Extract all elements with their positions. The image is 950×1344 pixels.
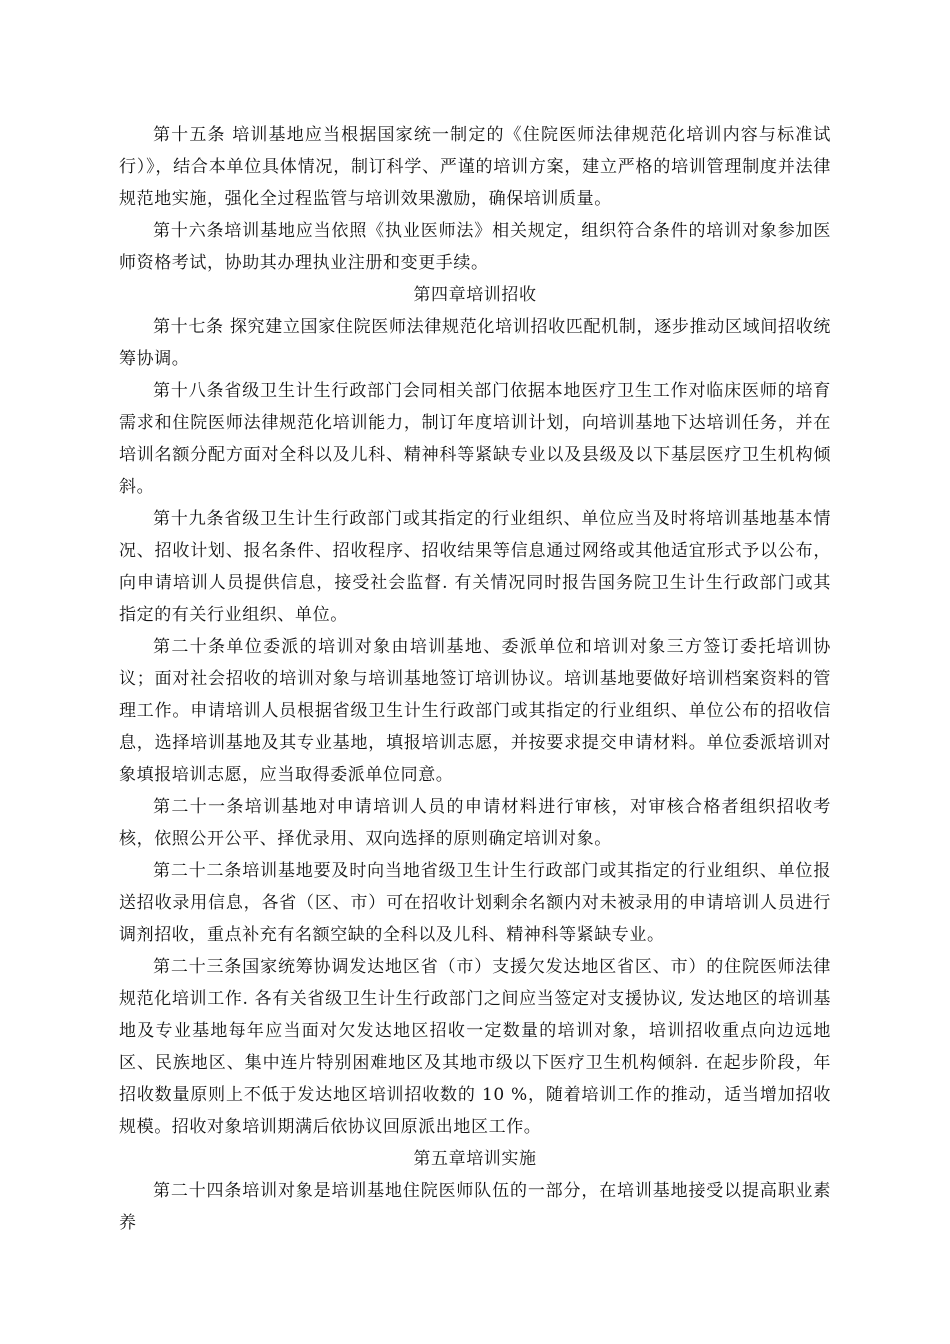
article-17: 第十七条 探究建立国家住院医师法律规范化培训招收匹配机制，逐步推动区域间招收统筹协调。 <box>119 317 831 369</box>
document-body <box>119 119 831 1239</box>
article-23: 第二十三条国家统筹协调发达地区省（市）支援欠发达地区省区、市）的住院医师法律规范化培训工作. 各有关省级卫生计生行政部门之间应当签定对支援协议, 发达地区的培训基地及专业基地每年应当面对欠发达地区招收一定数量的培训对象，培训招收重点向边远地区、民族地区、集中连片特别困难地区及其地市级以下医疗卫生机构倾斜. 在起步阶段，年招收数量原则上不低于发达地区培训招收数的 10 %，随着培训工作的推动，适当增加招收规模。招收对象培训期满后依协议回原派出地区工作。 <box>119 957 831 1137</box>
article-20: 第二十条单位委派的培训对象由培训基地、委派单位和培训对象三方签订委托培训协议；面对社会招收的培训对象与培训基地签订培训协议。培训基地要做好培训档案资料的管理工作。申请培训人员根据省级卫生计生行政部门或其指定的行业组织、单位公布的招收信息，选择培训基地及其专业基地，填报培训志愿，并按要求提交申请材料。单位委派培训对象填报培训志愿，应当取得委派单位同意。 <box>119 637 831 785</box>
article-16: 第十六条培训基地应当依照《执业医师法》相关规定，组织符合条件的培训对象参加医师资格考试，协助其办理执业注册和变更手续。 <box>119 221 831 273</box>
chapter-5-heading: 第五章培训实施 <box>413 1149 537 1169</box>
article-21: 第二十一条培训基地对申请培训人员的申请材料进行审核，对审核合格者组织招收考核，依照公开公平、择优录用、双向选择的原则确定培训对象。 <box>119 797 831 849</box>
article-18: 第十八条省级卫生计生行政部门会同相关部门依据本地医疗卫生工作对临床医师的培育需求和住院医师法律规范化培训能力，制订年度培训计划，向培训基地下达培训任务，并在培训名额分配方面对全科以及儿科、精神科等紧缺专业以及县级及以下基层医疗卫生机构倾斜。 <box>119 381 831 497</box>
article-15: 第十五条 培训基地应当根据国家统一制定的《住院医师法律规范化培训内容与标准试行）》，结合本单位具体情况，制订科学、严谨的培训方案，建立严格的培训管理制度并法律规范地实施，强化全过程监管与培训效果激励，确保培训质量。 <box>119 125 831 209</box>
article-22: 第二十二条培训基地要及时向当地省级卫生计生行政部门或其指定的行业组织、单位报送招收录用信息，各省（区、市）可在招收计划剩余名额内对未被录用的申请培训人员进行调剂招收，重点补充有名额空缺的全科以及儿科、精神科等紧缺专业。 <box>119 861 831 945</box>
article-19: 第十九条省级卫生计生行政部门或其指定的行业组织、单位应当及时将培训基地基本情况、招收计划、报名条件、招收程序、招收结果等信息通过网络或其他适宜形式予以公布，向申请培训人员提供信息，接受社会监督. 有关情况同时报告国务院卫生计生行政部门或其指定的有关行业组织、单位。 <box>119 509 831 625</box>
article-24: 第二十四条培训对象是培训基地住院医师队伍的一部分，在培训基地接受以提高职业素养 <box>119 1181 831 1233</box>
chapter-4-heading: 第四章培训招收 <box>413 285 537 305</box>
